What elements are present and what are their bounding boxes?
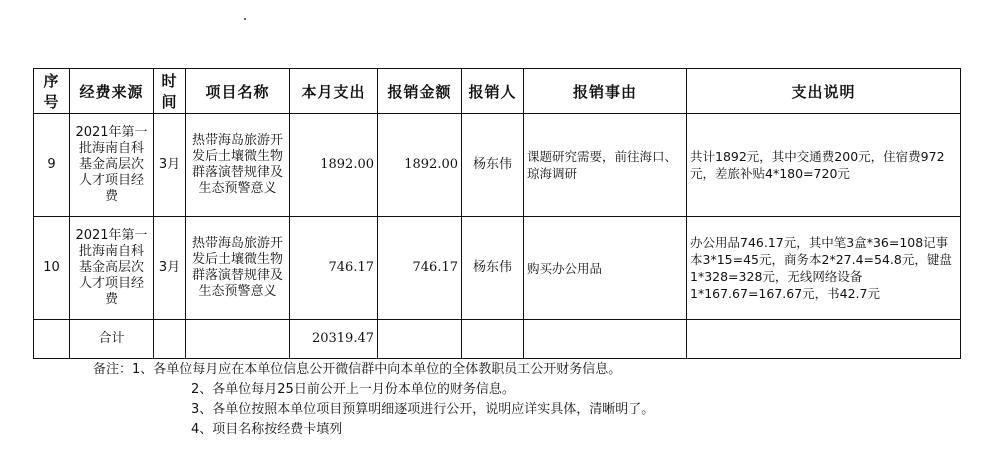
cell-detail: 办公用品746.17元，其中笔3盒*36=108记事本3*15=45元，商务本2*27.4=54.8元，键盘1*328=328元，无线网络设备1*167.67=167.67元，书42.7元 [687,217,961,320]
cell-source: 2021年第一批海南自科基金高层次人才项目经费 [70,217,154,320]
note-3: 3、各单位按照本单位项目预算明细逐项进行公开，说明应详实具体，清晰明了。 [191,402,655,417]
total-monthly: 20319.47 [290,320,378,359]
cell-empty [154,320,186,359]
cell-empty [186,320,290,359]
cell-reason: 课题研究需要，前往海口、琼海调研 [524,114,687,217]
cell-source: 2021年第一批海南自科基金高层次人才项目经费 [70,114,154,217]
cell-reimbursed: 746.17 [378,217,462,320]
header-source: 经费来源 [70,69,154,114]
cell-project: 热带海岛旅游开发后土壤微生物群落演替规律及生态预警意义 [186,217,290,320]
cell-person: 杨东伟 [462,217,524,320]
header-monthly: 本月支出 [290,69,378,114]
scan-speck [244,18,246,20]
note-2: 2、各单位每月25日前公开上一月份本单位的财务信息。 [191,382,515,397]
table-row [34,217,961,320]
cell-time: 3月 [154,114,186,217]
cell-monthly: 1892.00 [290,114,378,217]
cell-person: 杨东伟 [462,114,524,217]
cell-empty [462,320,524,359]
cell-no: 10 [34,217,70,320]
header-reimbursed: 报销金额 [378,69,462,114]
header-reason: 报销事由 [524,69,687,114]
cell-no: 9 [34,114,70,217]
table-header-row [34,69,961,114]
cell-empty [34,320,70,359]
cell-reimbursed: 1892.00 [378,114,462,217]
header-time: 时间 [154,69,186,114]
cell-reason: 购买办公用品 [524,217,687,320]
header-project: 项目名称 [186,69,290,114]
cell-empty [524,320,687,359]
header-detail: 支出说明 [687,69,961,114]
cell-empty [378,320,462,359]
finance-disclosure-table [33,68,961,359]
cell-project: 热带海岛旅游开发后土壤微生物群落演替规律及生态预警意义 [186,114,290,217]
note-4: 4、项目名称按经费卡填列 [191,422,343,437]
note-1: 备注：1、各单位每月应在本单位信息公开微信群中向本单位的全体教职员工公开财务信息。 [93,362,622,377]
cell-empty [687,320,961,359]
cell-detail: 共计1892元，其中交通费200元，住宿费972元，差旅补贴4*180=720元 [687,114,961,217]
table-row [34,114,961,217]
cell-monthly: 746.17 [290,217,378,320]
total-row [34,320,961,359]
total-label: 合计 [70,320,154,359]
header-no: 序号 [34,69,70,114]
header-person: 报销人 [462,69,524,114]
cell-time: 3月 [154,217,186,320]
